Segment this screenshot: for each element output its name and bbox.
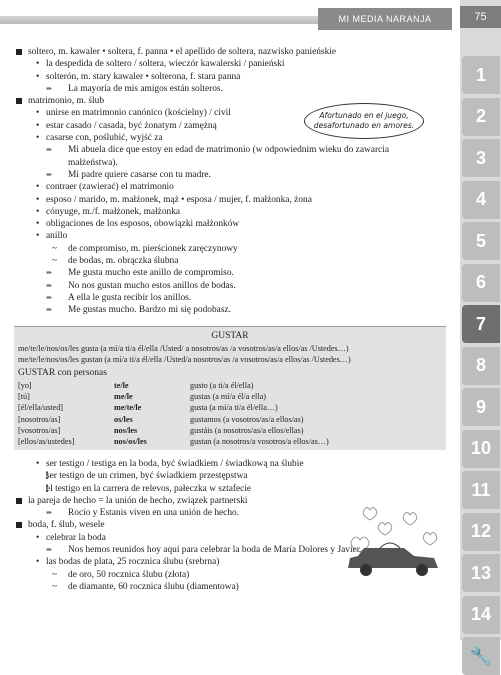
vocab-line: ~ de compromiso, m. pierścionek zaręczynowy	[16, 243, 448, 255]
grammar-cell: [nosotros/as]	[18, 414, 61, 424]
vocab-line: • casarse con, poślubić, wyjść za	[16, 132, 448, 144]
grammar-cell: gusta (a mí/a ti/a él/ella…)	[190, 403, 278, 413]
wrench-icon[interactable]: 🔧	[462, 637, 500, 675]
grammar-cell: te/le	[114, 381, 129, 390]
vocab-line: małżeństwa).	[68, 157, 118, 168]
chapter-tab-13[interactable]: 13	[462, 554, 500, 592]
vocab-line: • celebrar la boda	[16, 532, 448, 544]
proverb-bubble	[304, 103, 424, 139]
chapter-tab-1[interactable]: 1	[462, 56, 500, 94]
vocab-line: • contraer (zawierać) el matrimonio	[16, 181, 448, 193]
vocab-line: ➨ No nos gustan mucho estos anillos de bodas.	[16, 280, 448, 292]
proverb-line-2: desafortunado en amores.	[313, 121, 415, 130]
grammar-cell: gustáis (a nosotros/as/a ellos/ellas)	[190, 425, 304, 435]
vocab-line: • las bodas de plata, 25 rocznica ślubu (srebrna)	[16, 556, 448, 568]
vocab-line: ➨ A ella le gusta recibir los anillos.	[16, 292, 448, 304]
vocab-line: • estar casado / casada, być żonatym / zamężną	[16, 120, 448, 132]
vocab-line: • solterón, m. stary kawaler • solterona, f. stara panna	[16, 71, 448, 83]
vocab-line: • esposo / marido, m. małżonek, mąż • esposa / mujer, f. małżonka, żona	[16, 194, 448, 206]
wedding-car-illustration	[340, 500, 450, 600]
vocab-line: ➨ Mi abuela dice que estoy en edad de matrimonio (w odpowiednim wieku do zawarcia	[16, 144, 448, 156]
chapter-tab-10[interactable]: 10	[462, 430, 500, 468]
vocab-line: • cónyuge, m./f. małżonek, małżonka	[16, 206, 448, 218]
chapter-tab-2[interactable]: 2	[462, 98, 500, 136]
vocabulary-list	[16, 46, 448, 317]
vocab-line: ➨ Me gusta mucho este anillo de compromiso.	[16, 267, 448, 279]
grammar-cell: [ellos/as/ustedes]	[18, 437, 75, 446]
page-number: 75	[460, 6, 501, 28]
vocab-line: • la despedida de soltero / soltera, wieczór kawalerski / panieński	[16, 58, 448, 70]
grammar-cell: me/le	[114, 392, 133, 402]
vocab-line: ! ser testigo de un crimen, być świadkiem przestępstwa	[16, 470, 448, 482]
vocab-line: • ser testigo / testiga en la boda, być świadkiem / świadkową na ślubie	[16, 458, 448, 470]
vocab-line: ➨ Nos hemos reunidos hoy aquí para celebrar la boda de María Dolores y Javier.	[16, 544, 448, 556]
grammar-cell: [vosotros/as]	[18, 425, 61, 435]
vocab-line: soltero, m. kawaler • soltera, f. panna • el apellido de soltera, nazwisko panieńskie	[16, 46, 448, 58]
grammar-title: GUSTAR	[211, 331, 249, 341]
vocab-line: la pareja de hecho = la unión de hecho, związek partnerski	[16, 495, 448, 507]
vocab-line: • unirse en matrimonio canónico (kościelny) / civil	[16, 107, 448, 119]
chapter-tab-8[interactable]: 8	[462, 347, 500, 385]
vocab-line: • obligaciones de los esposos, obowiązki małżonków	[16, 218, 448, 230]
chapter-tab-14[interactable]: 14	[462, 596, 500, 634]
grammar-cell: gusto (a ti/a él/ella)	[190, 381, 254, 390]
proverb-line-1: Afortunado en el juego,	[319, 111, 409, 120]
vocab-line: ~ de diamante, 60 rocznica ślubu (diamentowa)	[16, 581, 448, 593]
grammar-cell: [él/ella/usted]	[18, 403, 64, 413]
vocab-line: boda, f. ślub, wesele	[16, 519, 448, 531]
grammar-cell: me/te/le	[114, 403, 142, 413]
grammar-line-plural: me/te/le/nos/os/les gustan (a mí/a ti/a él/ella /Usted/a nosotros/as /a vosotros/as/a ellos/as /Ustedes…)	[18, 355, 351, 364]
grammar-cell: gustamos (a vosotros/as/a ellos/as)	[190, 414, 304, 424]
vocab-line: ➨ Rocío y Estanis viven en una unión de hecho.	[16, 507, 448, 519]
chapter-tab-7[interactable]: 7	[462, 305, 500, 343]
vocab-line: ! el testigo en la carrera de relevos, pałeczka w sztafecie	[16, 483, 448, 495]
vocab-line: • anillo	[16, 230, 448, 242]
vocab-line: matrimonio, m. ślub	[16, 95, 448, 107]
chapter-tab-3[interactable]: 3	[462, 139, 500, 177]
grammar-cell: gustan (a nosotros/a vosotros/a ellos/as…)	[190, 437, 329, 446]
chapter-tab-11[interactable]: 11	[462, 471, 500, 509]
grammar-subtitle: GUSTAR con personas	[18, 368, 107, 378]
grammar-cell: gustas (a mí/a él/a ella)	[190, 392, 266, 402]
vocab-line: ~ de oro, 50 rocznica ślubu (złota)	[16, 569, 448, 581]
grammar-cell: [tú]	[18, 392, 30, 402]
vocab-line: ~ de bodas, m. obrączka ślubna	[16, 255, 448, 267]
grammar-cell: nos/os/les	[114, 437, 147, 446]
grammar-cell: [yo]	[18, 381, 32, 390]
grammar-cell: nos/les	[114, 425, 138, 435]
grammar-cell: os/les	[114, 414, 133, 424]
chapter-tab-9[interactable]: 9	[462, 388, 500, 426]
grammar-line-singular: me/te/le/nos/os/les gusta (a mí/a ti/a él/ella /Usted/ a nosotros/as /a vosotros/as/a ellos/as /Ustedes…)	[18, 344, 349, 353]
grammar-box	[14, 326, 446, 450]
header-bar	[0, 0, 452, 38]
chapter-tab-12[interactable]: 12	[462, 513, 500, 551]
running-title: MI MEDIA NARANJA	[318, 8, 452, 30]
chapter-tab-5[interactable]: 5	[462, 222, 500, 260]
chapter-tab-6[interactable]: 6	[462, 264, 500, 302]
vocab-line: ➨ La mayoría de mis amigos están solteros.	[16, 83, 448, 95]
vocab-line: ➨ Me gustas mucho. Bardzo mi się podobasz.	[16, 304, 448, 316]
chapter-tab-4[interactable]: 4	[462, 181, 500, 219]
vocab-line: ➨ Mi padre quiere casarse con tu madre.	[16, 169, 448, 181]
